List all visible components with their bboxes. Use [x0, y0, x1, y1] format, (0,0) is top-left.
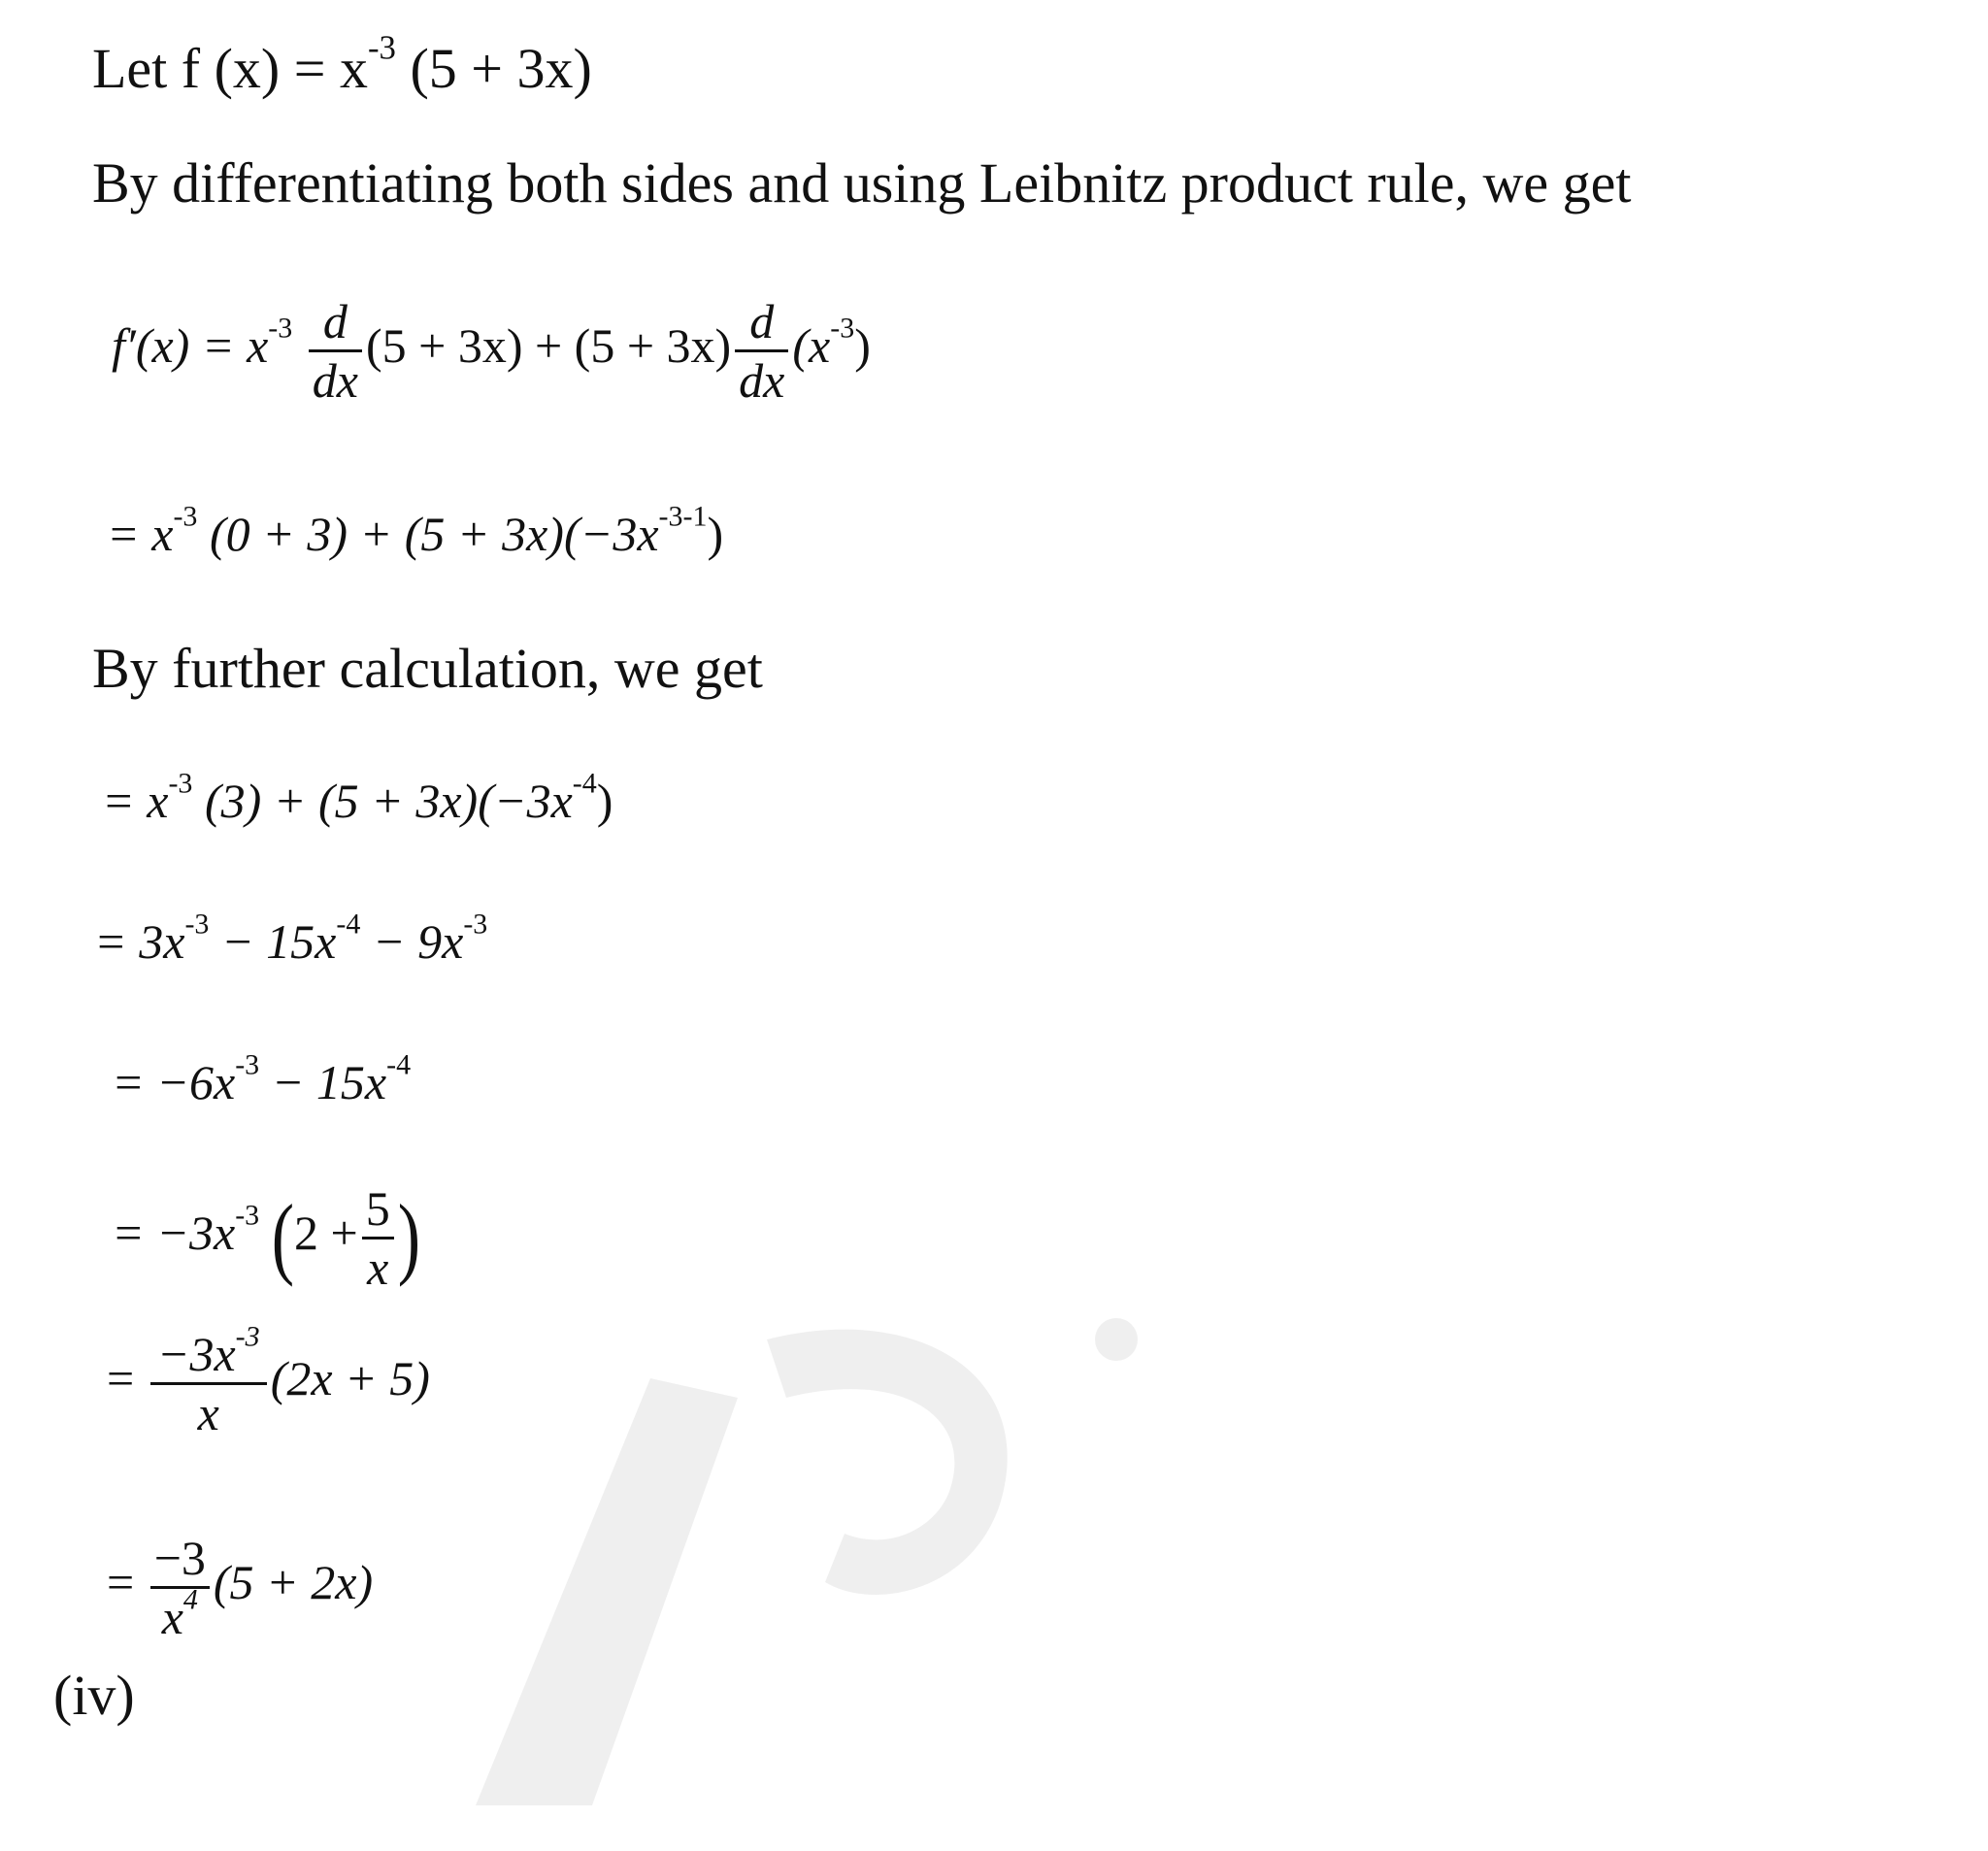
eq4-a: = 3x	[94, 914, 185, 969]
eq1-middle: (5 + 3x) + (5 + 3x)	[365, 317, 732, 373]
further-calculation-text: By further calculation, we get	[92, 637, 763, 700]
eq3-exp2: -4	[572, 767, 597, 800]
eq1-lhs: f′(x) = x	[112, 317, 269, 373]
eq1-exp2: -3	[830, 312, 855, 345]
eq6-close-paren: )	[397, 1186, 421, 1288]
eq2-exp1: -3	[173, 500, 198, 533]
eq7-denominator: x	[197, 1386, 219, 1440]
definition-text: Let f (x) = x	[92, 37, 368, 100]
equation-product-rule	[112, 294, 871, 408]
eq3-exp1: -3	[168, 767, 193, 800]
eq1-dx-1: dx	[312, 353, 358, 408]
eq8-fraction	[150, 1531, 210, 1644]
eq8-numerator: −3	[150, 1534, 210, 1589]
eq1-dx-2: dx	[739, 353, 785, 408]
eq5-a: = −6x	[112, 1055, 236, 1109]
eq6-numerator: 5	[362, 1184, 394, 1240]
eq8-equals: =	[107, 1554, 135, 1609]
eq4-b: − 15x	[209, 914, 337, 969]
eq5-b: − 15x	[259, 1055, 387, 1109]
eq7-num-exp: -3	[235, 1320, 260, 1353]
eq5-exp1: -3	[235, 1048, 260, 1081]
eq7-fraction	[150, 1320, 267, 1440]
equation-step-6	[112, 1181, 421, 1295]
equation-step-7	[107, 1320, 430, 1440]
leibnitz-intro-text: By differentiating both sides and using Leibnitz product rule, we get	[92, 151, 1632, 215]
equation-step-2	[107, 500, 724, 561]
part-label: (iv)	[53, 1664, 135, 1727]
eq1-tail-open: (x	[792, 317, 831, 373]
eq2-c: )	[707, 507, 724, 561]
definition-exponent: -3	[367, 28, 396, 67]
eq7-tail: (2x + 5)	[270, 1350, 430, 1405]
equation-final	[107, 1531, 374, 1644]
eq7-equals: =	[107, 1350, 135, 1405]
eq1-exp1: -3	[268, 312, 293, 345]
eq8-den-text: x	[161, 1590, 183, 1644]
eq5-exp2: -4	[386, 1048, 412, 1081]
eq1-d-1: d	[309, 297, 362, 352]
watermark-logo	[417, 1262, 1194, 1844]
eq4-exp1: -3	[184, 908, 210, 941]
eq4-exp2: -4	[336, 908, 361, 941]
eq6-denominator: x	[367, 1240, 389, 1295]
eq2-b: (0 + 3) + (5 + 3x)(−3x	[197, 507, 659, 561]
eq2-exp2: -3-1	[658, 500, 708, 533]
function-definition	[92, 28, 592, 100]
eq6-a: = −3x	[112, 1205, 236, 1260]
definition-tail: (5 + 3x)	[395, 37, 592, 100]
eq6-two: 2 +	[294, 1205, 358, 1260]
eq6-fraction	[362, 1181, 394, 1295]
eq4-exp3: -3	[463, 908, 488, 941]
eq3-a: = x	[102, 774, 169, 828]
equation-step-4	[94, 908, 488, 969]
eq1-derivative-operator-1	[309, 294, 362, 408]
eq3-b: (3) + (5 + 3x)(−3x	[192, 774, 573, 828]
eq1-d-2: d	[735, 297, 788, 352]
eq1-tail-close: )	[854, 317, 871, 373]
eq8-denominator	[150, 1583, 210, 1644]
equation-step-5	[112, 1048, 412, 1109]
eq4-c: − 9x	[360, 914, 464, 969]
eq8-den-exp: 4	[182, 1583, 198, 1616]
eq1-derivative-operator-2	[735, 294, 788, 408]
eq8-tail: (5 + 2x)	[213, 1554, 374, 1609]
eq7-numerator	[150, 1320, 267, 1385]
equation-step-3	[102, 767, 613, 828]
eq2-a: = x	[107, 507, 174, 561]
eq3-c: )	[596, 774, 613, 828]
eq7-num-text: −3x	[156, 1327, 236, 1381]
eq6-open-paren: (	[271, 1186, 294, 1288]
eq6-exp1: -3	[235, 1199, 260, 1232]
